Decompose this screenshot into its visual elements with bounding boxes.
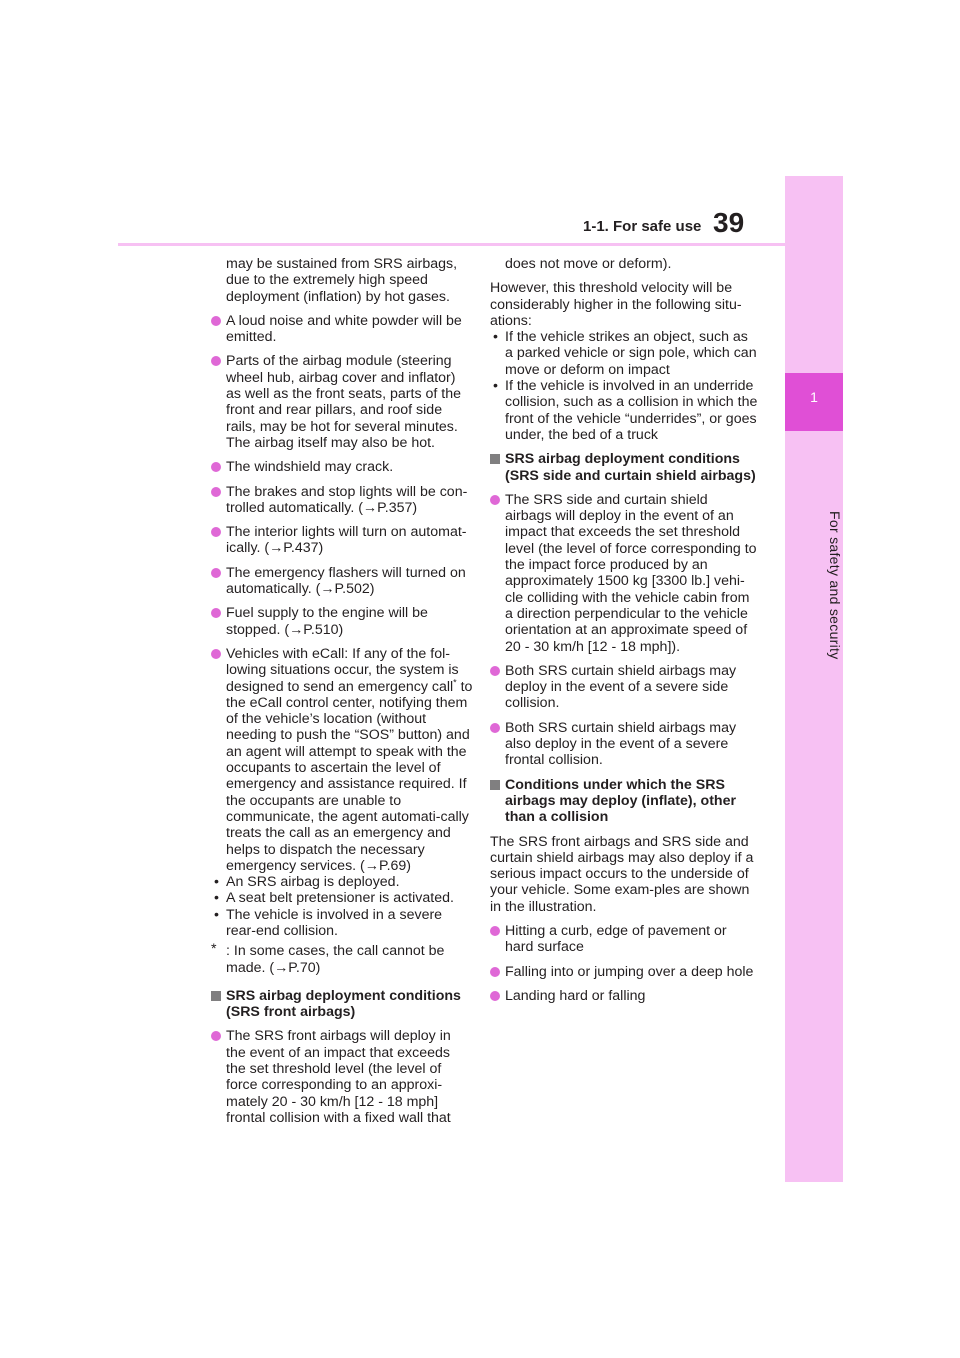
threshold-sub-item: • If the vehicle strikes an object, such as a parked vehicle or sign pole, which can move or deform on impact (493, 329, 757, 378)
heading-square-icon (490, 454, 500, 464)
bullet-dot-icon (490, 495, 500, 505)
other-paragraph: The SRS front airbags and SRS side and curtain shield airbags may also deploy if a serious impact occurs to the underside of your vehicle. Some exam-ples are shown in the illustration. (490, 833, 754, 915)
list-item: The interior lights will turn on automat-ically. (→P.437) (211, 524, 473, 557)
bullet-dot-icon (211, 356, 221, 366)
ecall-list-item: Vehicles with eCall: If any of the fol-lowing situations occur, the system is designed to send an emergency call* to the eCall control center, notifying them of the vehicle’s location (without needing to push the “SOS” button) and an agent will attempt to speak with the occupants to ascertain the level of emergency and assistance required. If the occupants are unable to communicate, the agent automati-cally treats the call as an emergency and helps to dispatch the necessary emergency services. (→P.69) (211, 646, 473, 874)
chapter-title: For safety and security (827, 510, 843, 660)
chapter-number: 1 (810, 389, 818, 405)
bullet-dot-icon (490, 666, 500, 676)
bullet-dot-icon (211, 527, 221, 537)
bullet-dot-icon (490, 991, 500, 1001)
footnote: * : In some cases, the call cannot be made. (→P.70) (211, 941, 445, 976)
bullet-dot-icon (211, 462, 221, 472)
list-item: Both SRS curtain shield airbags may deploy in the event of a severe side collision. (490, 663, 758, 712)
section-title: 1-1. For safe use (583, 218, 702, 235)
left-column (211, 256, 473, 1134)
bullet-dot-icon (211, 608, 221, 618)
threshold-paragraph: However, this threshold velocity will be considerably higher in the following situ-ations: (490, 280, 742, 329)
footnote-star: * (453, 676, 457, 687)
list-item: Parts of the airbag module (steering wheel hub, airbag cover and inflator) as well as the front seats, parts of the front and rear pillars, and roof side rails, may be hot for several minutes. The airbag itself may also be hot. (211, 353, 473, 451)
ecall-sub-item: • A seat belt pretensioner is activated. (214, 890, 454, 907)
list-item: The SRS front airbags will deploy in the event of an impact that exceeds the set threshold level (the level of force corresponding to an approxi-mately 20 - 30 km/h [12 - 18 mph] frontal collision with a fixed wall that (211, 1028, 473, 1126)
list-item: A loud noise and white powder will be emitted. (211, 313, 473, 346)
bullet-dot-icon (211, 487, 221, 497)
list-item: Fuel supply to the engine will be stopped. (→P.510) (211, 605, 473, 638)
intro-paragraph: may be sustained from SRS airbags, due to the extremely high speed deployment (inflation) by hot gases. (226, 256, 458, 305)
list-item: Both SRS curtain shield airbags may also deploy in the event of a severe frontal collision. (490, 720, 758, 769)
bullet-dot-icon (211, 649, 221, 659)
heading-square-icon (490, 780, 500, 790)
bullet-dot-icon (211, 1031, 221, 1041)
list-item: Landing hard or falling (490, 988, 758, 1004)
bullet-dot-icon (490, 926, 500, 936)
bullet-dot-icon (211, 568, 221, 578)
bullet-dot-icon (490, 723, 500, 733)
list-item: The windshield may crack. (211, 459, 473, 475)
heading-square-icon (211, 991, 221, 1001)
bullet-dot-icon (490, 967, 500, 977)
heading-other-conditions: Conditions under which the SRS airbags may deploy (inflate), other than a collision (490, 777, 758, 826)
list-item: The emergency flashers will turned on automatically. (→P.502) (211, 565, 473, 598)
heading-side-airbags: SRS airbag deployment conditions (SRS side and curtain shield airbags) (490, 451, 758, 484)
list-item: Falling into or jumping over a deep hole (490, 964, 758, 980)
ecall-sub-item: • The vehicle is involved in a severe rear-end collision. (214, 906, 443, 939)
list-item: Hitting a curb, edge of pavement or hard surface (490, 923, 758, 956)
heading-front-airbags: SRS airbag deployment conditions (SRS front airbags) (211, 988, 473, 1021)
continuation-text: does not move or deform). (505, 256, 672, 272)
header-rule (118, 243, 785, 246)
list-item: The brakes and stop lights will be con-trolled automatically. (→P.357) (211, 484, 473, 517)
page-number: 39 (713, 207, 745, 238)
bullet-dot-icon (211, 316, 221, 326)
ecall-sub-item: • An SRS airbag is deployed. (214, 874, 400, 891)
threshold-sub-item: • If the vehicle is involved in an underride collision, such as a collision in which the front of the vehicle “underrides”, or goes under, the bed of a truck (493, 378, 758, 443)
list-item: The SRS side and curtain shield airbags will deploy in the event of an impact that exceeds the set threshold level (the level of force corresponding to the impact force produced by an approximately 1500 kg [3300 lb.] vehi-cle colliding with the vehicle cabin from a direction perpendicular to the vehicle orientation at an approximate speed of 20 - 30 km/h [12 - 18 mph]). (490, 492, 758, 655)
right-column (490, 256, 758, 1012)
